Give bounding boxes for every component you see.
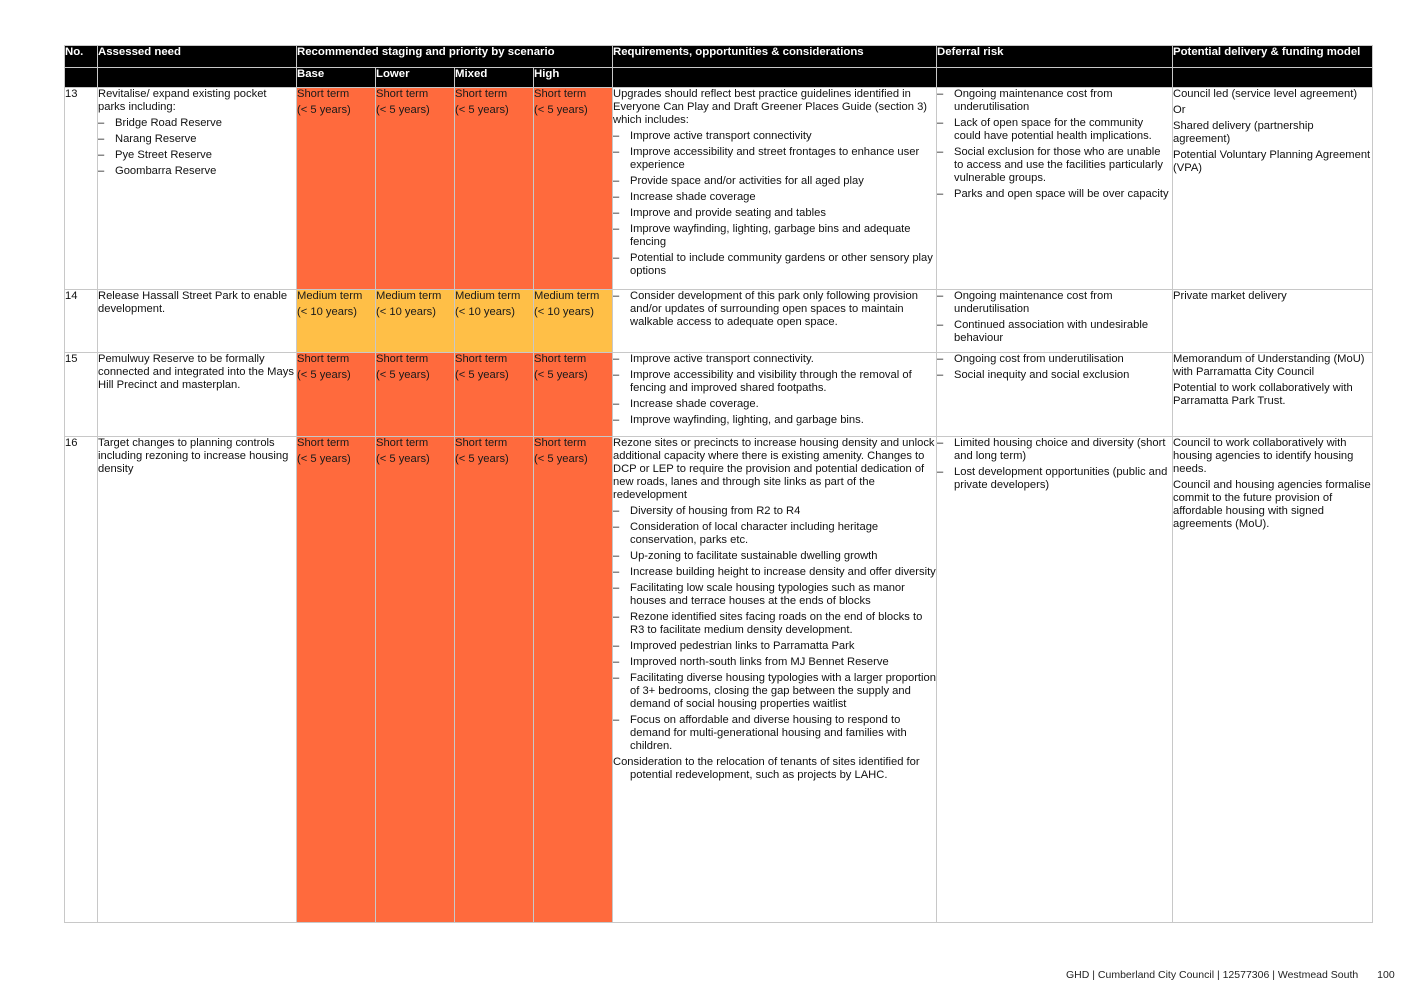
list-item: – Diversity of housing from R2 to R4: [613, 505, 936, 518]
requirements-cell: [613, 437, 937, 923]
requirements-cell: [613, 353, 937, 437]
priority-term: Medium term: [376, 290, 442, 302]
assessed-need-cell: [98, 290, 297, 353]
priority-table: [64, 45, 1373, 923]
priority-cell-base: [297, 290, 376, 353]
priority-years: (< 10 years): [534, 306, 595, 318]
list-item: – Improve accessibility and visibility through the removal of fencing and improved shared footpaths.: [613, 369, 936, 395]
list-item: – Improve wayfinding, lighting, and garbage bins.: [613, 414, 936, 427]
priority-term: Medium term: [534, 290, 600, 302]
list-item: – Limited housing choice and diversity (short and long term): [937, 437, 1172, 463]
list-item: – Facilitating low scale housing typologies such as manor houses and terrace houses at the ends of blocks: [613, 582, 936, 608]
assessed-need-cell: [98, 88, 297, 290]
priority-years: (< 5 years): [455, 369, 509, 381]
priority-cell-lower: [376, 88, 455, 290]
priority-years: (< 5 years): [455, 104, 509, 116]
page-footer: [1066, 969, 1395, 981]
list-item: – Improve active transport connectivity: [613, 130, 936, 143]
list-item: – Up-zoning to facilitate sustainable dwelling growth: [613, 550, 936, 563]
priority-years: (< 5 years): [534, 104, 588, 116]
list-item: – Consider development of this park only following provision and/or updates of surrounding open spaces to maintain walkable access to adequate open space.: [613, 290, 936, 329]
priority-cell-mixed: [455, 353, 534, 437]
priority-cell-lower: [376, 353, 455, 437]
priority-term: Short term: [455, 88, 508, 100]
col-header-deferral-risk: Deferral risk: [937, 46, 1173, 68]
list-item: – Increase shade coverage: [613, 191, 936, 204]
funding-text: Potential to work collaboratively with Parramatta Park Trust.: [1173, 382, 1353, 407]
priority-years: (< 10 years): [376, 306, 437, 318]
requirements-intro: Upgrades should reflect best practice guidelines identified in Everyone Can Play and Draft Greener Places Guide (section 3) which includes:: [613, 88, 928, 126]
list-item: – Continued association with undesirable behaviour: [937, 319, 1172, 345]
priority-term: Short term: [455, 437, 508, 449]
priority-years: (< 5 years): [376, 453, 430, 465]
list-item: – Ongoing cost from underutilisation: [937, 353, 1172, 366]
funding-cell: [1173, 88, 1373, 290]
list-item: – Pye Street Reserve: [98, 149, 296, 162]
assessed-need-text: Release Hassall Street Park to enable development.: [98, 290, 288, 315]
priority-years: (< 5 years): [534, 369, 588, 381]
page-number: 100: [1377, 969, 1395, 981]
list-item: – Ongoing maintenance cost from underutilisation: [937, 290, 1172, 316]
priority-cell-high: [534, 290, 613, 353]
priority-term: Short term: [297, 437, 350, 449]
row-number: 13: [65, 88, 98, 290]
requirements-intro: Rezone sites or precincts to increase housing density and unlock additional capacity where there is existing amenity. Changes to DCP or LEP to require the provision and potential dedication of new roads, lanes and through site links as part of the redevelopment: [613, 437, 935, 501]
priority-cell-mixed: [455, 88, 534, 290]
col-header-blank: [613, 68, 937, 88]
list-item: – Lack of open space for the community could have potential health implications.: [937, 117, 1172, 143]
list-item: – Improve accessibility and street frontages to enhance user experience: [613, 146, 936, 172]
table-row: [65, 437, 1373, 923]
footer-text: GHD | Cumberland City Council | 12577306 | Westmead South: [1066, 969, 1359, 981]
priority-years: (< 5 years): [534, 453, 588, 465]
priority-cell-mixed: [455, 437, 534, 923]
funding-cell: [1173, 353, 1373, 437]
deferral-risk-cell: [937, 290, 1173, 353]
assessed-need-cell: [98, 353, 297, 437]
priority-term: Short term: [297, 88, 350, 100]
priority-years: (< 5 years): [376, 369, 430, 381]
funding-text: Council and housing agencies formalise commit to the future provision of affordable housing with signed agreements (MoU).: [1173, 479, 1371, 530]
deferral-risk-cell: [937, 437, 1173, 923]
col-header-blank: [65, 68, 98, 88]
list-item: – Narang Reserve: [98, 133, 296, 146]
list-item: – Increase shade coverage.: [613, 398, 936, 411]
priority-cell-base: [297, 437, 376, 923]
funding-cell: [1173, 437, 1373, 923]
assessed-need-cell: [98, 437, 297, 923]
requirements-cell: [613, 88, 937, 290]
priority-cell-mixed: [455, 290, 534, 353]
row-number: 14: [65, 290, 98, 353]
col-header-funding: Potential delivery & funding model: [1173, 46, 1373, 68]
funding-text: Potential Voluntary Planning Agreement (VPA): [1173, 149, 1371, 174]
col-header-blank: [1173, 68, 1373, 88]
priority-term: Short term: [376, 88, 429, 100]
funding-text: Shared delivery (partnership agreement): [1173, 120, 1314, 145]
col-header-no: No.: [65, 46, 98, 68]
list-item: – Focus on affordable and diverse housing to respond to demand for multi-generational housing and families with children.: [613, 714, 936, 753]
funding-cell: [1173, 290, 1373, 353]
list-item: – Improve active transport connectivity.: [613, 353, 936, 366]
funding-text: Or: [1173, 104, 1186, 116]
deferral-risk-cell: [937, 353, 1173, 437]
list-item: – Improved pedestrian links to Parramatta Park: [613, 640, 936, 653]
table-row: [65, 290, 1373, 353]
deferral-risk-cell: [937, 88, 1173, 290]
col-header-blank: [937, 68, 1173, 88]
priority-term: Short term: [534, 437, 587, 449]
list-item: – Social exclusion for those who are unable to access and use the facilities particularly vulnerable groups.: [937, 146, 1172, 185]
priority-years: (< 5 years): [297, 453, 351, 465]
list-item: – Social inequity and social exclusion: [937, 369, 1172, 382]
scenario-header-base: Base: [297, 68, 376, 88]
list-item: – Ongoing maintenance cost from underutilisation: [937, 88, 1172, 114]
priority-term: Short term: [534, 88, 587, 100]
priority-term: Short term: [455, 353, 508, 365]
col-header-requirements: Requirements, opportunities & considerations: [613, 46, 937, 68]
priority-years: (< 10 years): [455, 306, 516, 318]
priority-years: (< 5 years): [376, 104, 430, 116]
list-item: – Bridge Road Reserve: [98, 117, 296, 130]
col-header-staging: Recommended staging and priority by scenario: [297, 46, 613, 68]
priority-term: Short term: [297, 353, 350, 365]
list-item: – Lost development opportunities (public and private developers): [937, 466, 1172, 492]
priority-cell-high: [534, 437, 613, 923]
priority-cell-lower: [376, 290, 455, 353]
list-item: – Improved north-south links from MJ Bennet Reserve: [613, 656, 936, 669]
list-item: – Rezone identified sites facing roads on the end of blocks to R3 to facilitate medium density development.: [613, 611, 936, 637]
list-item: – Parks and open space will be over capacity: [937, 188, 1172, 201]
col-header-assessed-need: Assessed need: [98, 46, 297, 68]
priority-term: Short term: [534, 353, 587, 365]
requirements-outro: Consideration to the relocation of tenants of sites identified for potential redevelopment, such as projects by LAHC.: [613, 756, 920, 781]
assessed-need-text: Pemulwuy Reserve to be formally connected and integrated into the Mays Hill Precinct and masterplan.: [98, 353, 294, 391]
priority-years: (< 5 years): [297, 104, 351, 116]
list-item: – Potential to include community gardens or other sensory play options: [613, 252, 936, 278]
priority-term: Medium term: [455, 290, 521, 302]
row-number: 16: [65, 437, 98, 923]
assessed-need-text: Target changes to planning controls including rezoning to increase housing density: [98, 437, 289, 475]
priority-cell-high: [534, 88, 613, 290]
scenario-header-mixed: Mixed: [455, 68, 534, 88]
list-item: – Improve wayfinding, lighting, garbage bins and adequate fencing: [613, 223, 936, 249]
col-header-blank: [98, 68, 297, 88]
priority-term: Medium term: [297, 290, 363, 302]
priority-cell-lower: [376, 437, 455, 923]
table-row: [65, 353, 1373, 437]
requirements-cell: [613, 290, 937, 353]
list-item: – Consideration of local character including heritage conservation, parks etc.: [613, 521, 936, 547]
funding-text: Private market delivery: [1173, 290, 1287, 302]
funding-text: Memorandum of Understanding (MoU) with Parramatta City Council: [1173, 353, 1365, 378]
scenario-header-high: High: [534, 68, 613, 88]
list-item: – Improve and provide seating and tables: [613, 207, 936, 220]
priority-cell-high: [534, 353, 613, 437]
funding-text: Council led (service level agreement): [1173, 88, 1358, 100]
priority-years: (< 5 years): [455, 453, 509, 465]
table-row: [65, 88, 1373, 290]
list-item: – Increase building height to increase density and offer diversity: [613, 566, 936, 579]
assessed-need-text: Revitalise/ expand existing pocket parks including:: [98, 88, 267, 113]
priority-cell-base: [297, 353, 376, 437]
list-item: – Provide space and/or activities for all aged play: [613, 175, 936, 188]
scenario-header-lower: Lower: [376, 68, 455, 88]
list-item: – Goombarra Reserve: [98, 165, 296, 178]
priority-years: (< 10 years): [297, 306, 358, 318]
row-number: 15: [65, 353, 98, 437]
priority-term: Short term: [376, 353, 429, 365]
funding-text: Council to work collaboratively with housing agencies to identify housing needs.: [1173, 437, 1354, 475]
list-item: – Facilitating diverse housing typologies with a larger proportion of 3+ bedrooms, closing the gap between the supply and demand of social housing properties waitlist: [613, 672, 936, 711]
priority-cell-base: [297, 88, 376, 290]
priority-term: Short term: [376, 437, 429, 449]
priority-years: (< 5 years): [297, 369, 351, 381]
